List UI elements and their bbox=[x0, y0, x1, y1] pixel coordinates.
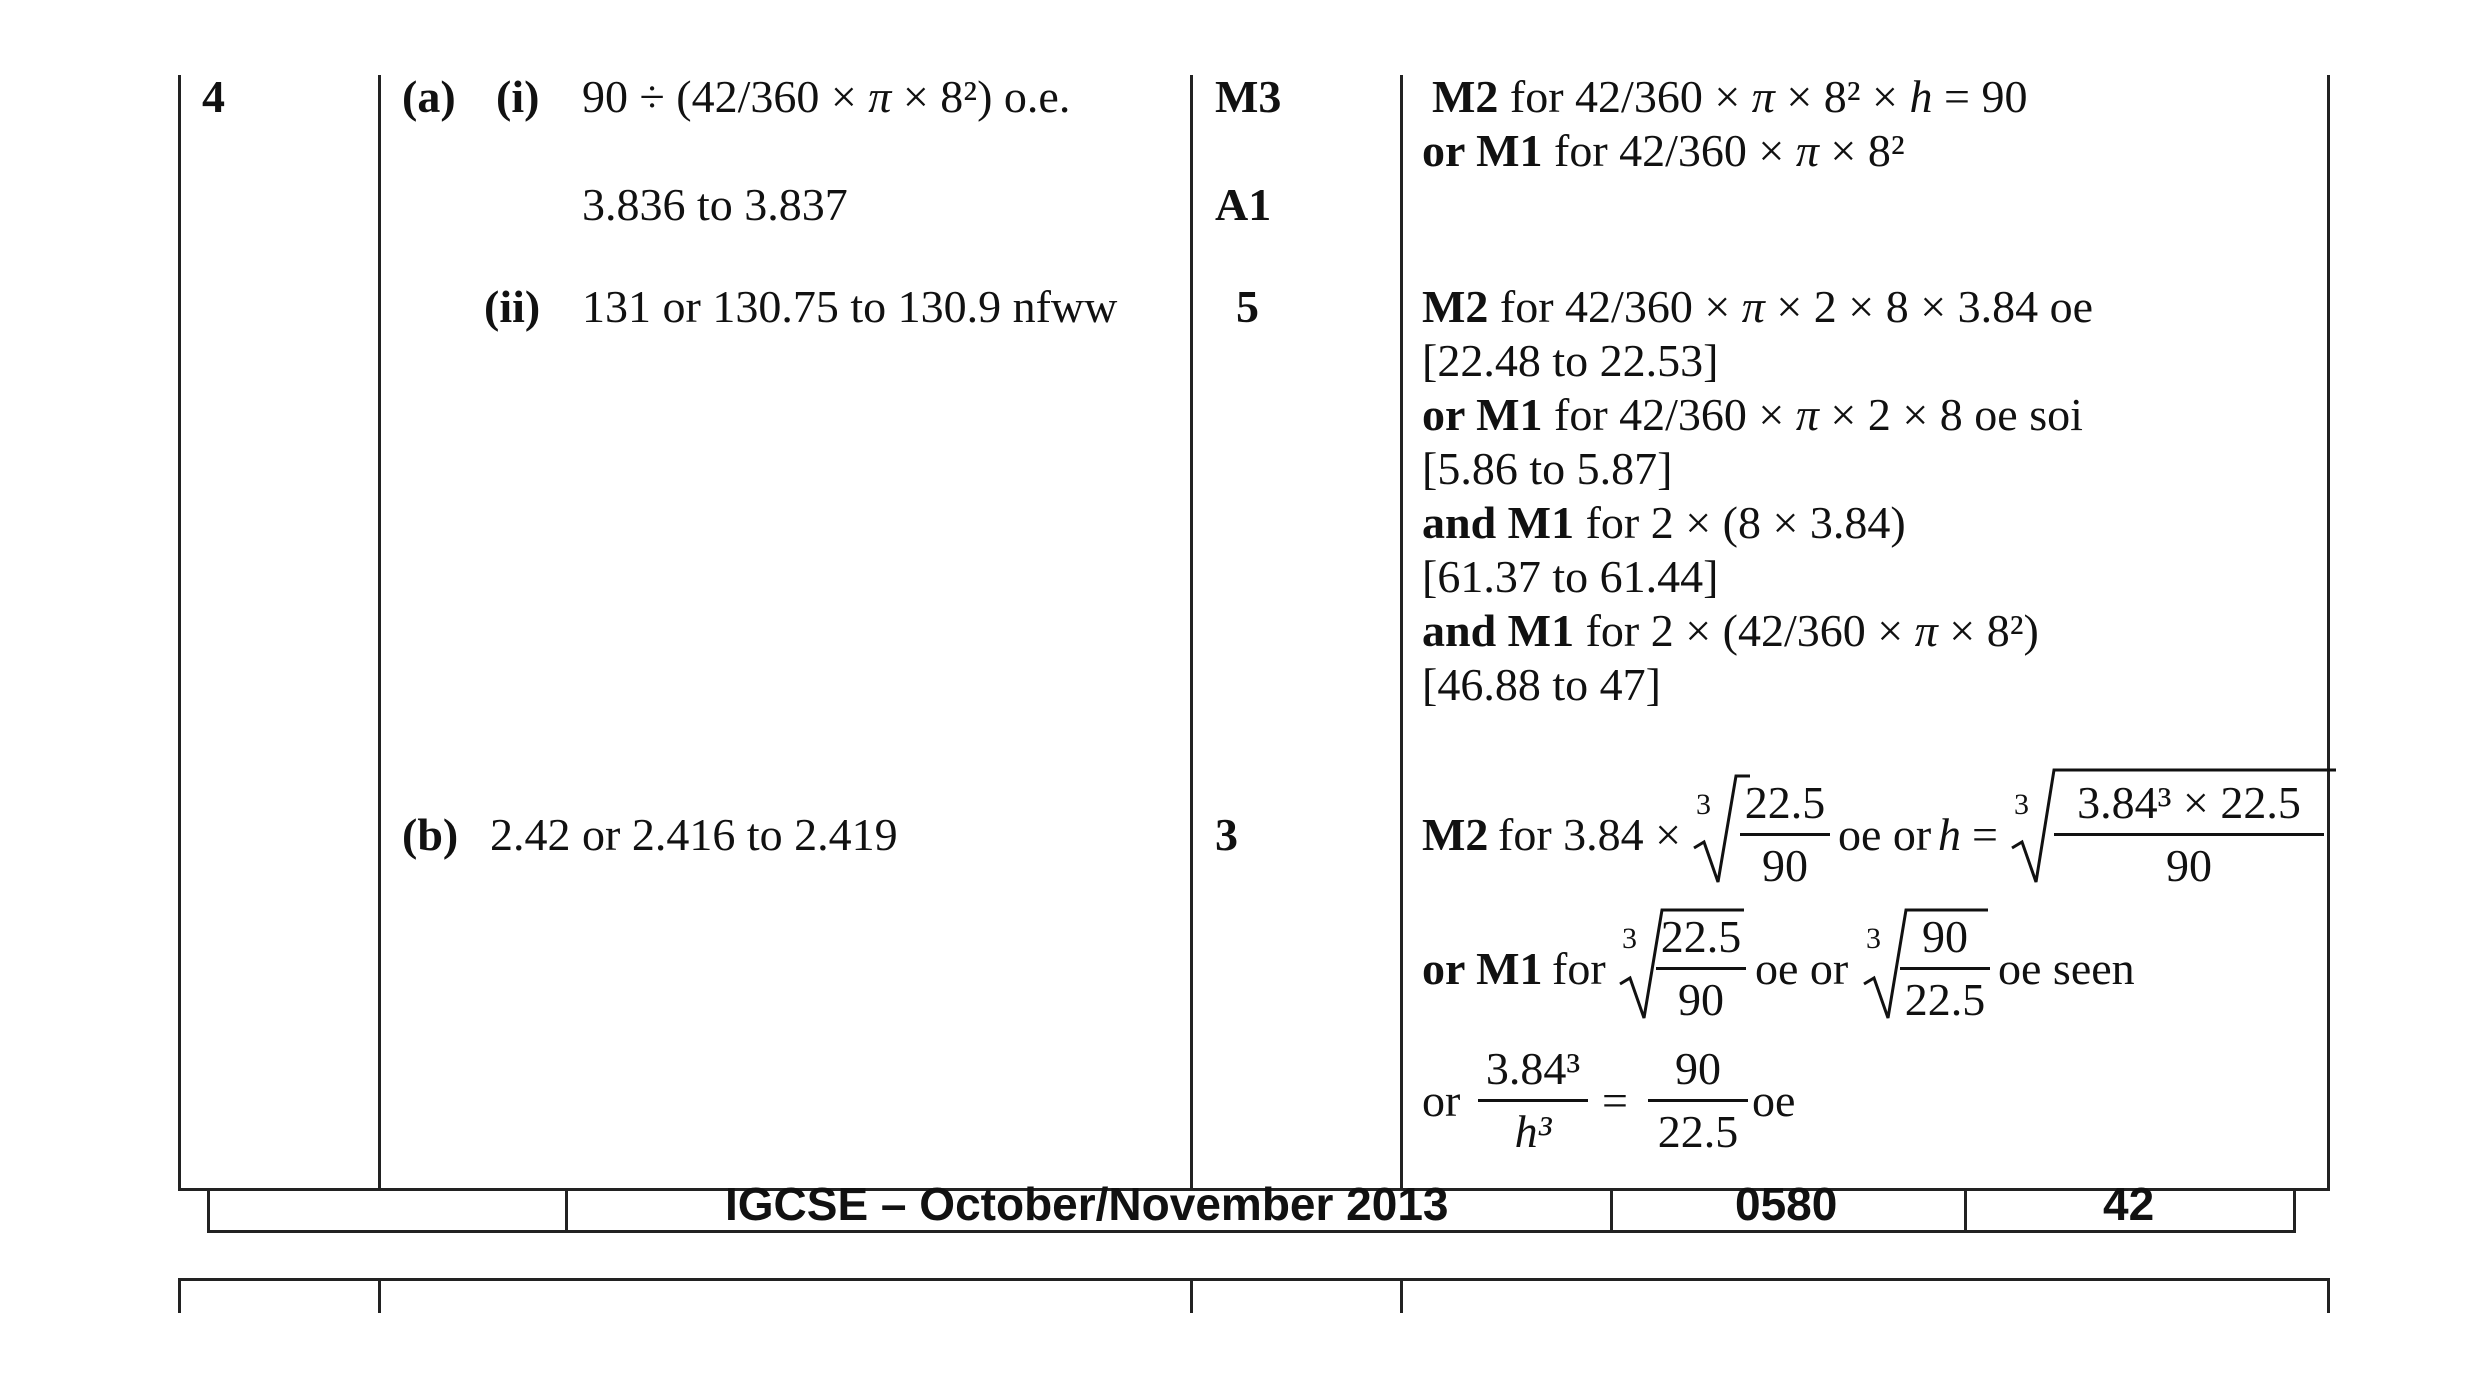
frac-denominator: 90 bbox=[1678, 974, 1724, 1025]
frac-denominator: 90 bbox=[1762, 840, 1808, 891]
part-b-g1-lead-bold: M2 bbox=[1422, 809, 1489, 860]
part-a-label: (a) bbox=[402, 71, 456, 122]
frac-numerator: 90 bbox=[1675, 1043, 1721, 1094]
header-div3 bbox=[1964, 1188, 1967, 1233]
header-exam: IGCSE – October/November 2013 bbox=[725, 1178, 1449, 1230]
next-table-col1 bbox=[178, 1278, 181, 1313]
header-div1 bbox=[565, 1188, 568, 1233]
part-a-ii-guidance-4: [5.86 to 5.87] bbox=[1422, 443, 1673, 494]
root-index: 3 bbox=[1696, 788, 1711, 821]
frac-numerator: 3.84³ × 22.5 bbox=[2077, 777, 2301, 828]
header-syllabus: 0580 bbox=[1735, 1178, 1838, 1230]
part-b-g1-h: h bbox=[1938, 809, 1961, 860]
part-b-answer: 2.42 or 2.416 to 2.419 bbox=[490, 809, 898, 860]
part-b-g2-lead: for bbox=[1552, 943, 1606, 994]
part-a-ii-guidance-6: [61.37 to 61.44] bbox=[1422, 551, 1719, 602]
frac-denominator: 22.5 bbox=[1904, 974, 1986, 1025]
part-a-ii-answer: 131 or 130.75 to 130.9 nfww bbox=[582, 281, 1118, 332]
part-a-ii-label: (ii) bbox=[484, 281, 541, 332]
part-b-g1-fraction1 bbox=[1740, 776, 1830, 893]
frac-denominator: h³ bbox=[1514, 1106, 1552, 1157]
header-div2 bbox=[1610, 1188, 1613, 1233]
part-b-g2-fraction1 bbox=[1656, 910, 1746, 1027]
root-index: 3 bbox=[2014, 788, 2029, 821]
part-a-i-mark-a1: A1 bbox=[1215, 179, 1272, 230]
root-index: 3 bbox=[1622, 922, 1637, 955]
part-b-label: (b) bbox=[402, 809, 459, 860]
part-b-g2-fraction2 bbox=[1900, 910, 1990, 1027]
next-table-col5 bbox=[2327, 1278, 2330, 1313]
next-table-col3 bbox=[1190, 1278, 1193, 1313]
part-a-i-answer-line2: 3.836 to 3.837 bbox=[582, 179, 848, 230]
part-a-ii-mark: 5 bbox=[1236, 281, 1259, 332]
part-b-g1-fraction2 bbox=[2054, 776, 2324, 893]
part-a-i-label: (i) bbox=[496, 71, 540, 122]
header-left bbox=[207, 1188, 210, 1233]
part-b-g3-eq: = bbox=[1602, 1075, 1628, 1126]
root-index: 3 bbox=[1866, 922, 1881, 955]
table-divider-marks bbox=[1400, 75, 1403, 1190]
part-b-mark: 3 bbox=[1215, 809, 1238, 860]
part-b-g2-mid: oe or bbox=[1755, 943, 1849, 994]
frac-denominator: 22.5 bbox=[1657, 1106, 1739, 1157]
part-b-g2-tail: oe seen bbox=[1998, 943, 2135, 994]
header-right bbox=[2293, 1188, 2296, 1233]
part-b-g3-fraction1 bbox=[1478, 1042, 1588, 1159]
frac-numerator: 22.5 bbox=[1744, 777, 1826, 828]
part-a-ii-guidance-1: M2 for 42/360 × π × 2 × 8 × 3.84 oe bbox=[1422, 281, 2094, 332]
part-b-g2-lead-bold: or M1 bbox=[1422, 943, 1543, 994]
part-b-g1-eq: = bbox=[1972, 809, 1998, 860]
frac-numerator: 3.84³ bbox=[1485, 1043, 1581, 1094]
part-a-ii-guidance-5: and M1 for 2 × (8 × 3.84) bbox=[1422, 497, 1906, 548]
next-table-top bbox=[178, 1278, 2330, 1281]
header-paper: 42 bbox=[2103, 1178, 2155, 1230]
question-number: 4 bbox=[202, 71, 225, 122]
part-b-g3-lead: or bbox=[1422, 1075, 1461, 1126]
frac-numerator: 22.5 bbox=[1660, 911, 1742, 962]
part-b-g3-fraction2 bbox=[1648, 1042, 1748, 1159]
part-a-i-guidance-line1: M2 for 42/360 × π × 8² × h = 90 bbox=[1432, 71, 2028, 122]
part-a-ii-guidance-3: or M1 for 42/360 × π × 2 × 8 oe soi bbox=[1422, 389, 2083, 440]
table-divider-qnum bbox=[378, 75, 381, 1190]
part-a-ii-guidance-8: [46.88 to 47] bbox=[1422, 659, 1661, 710]
frac-numerator: 90 bbox=[1922, 911, 1968, 962]
part-b-g1-lead: for 3.84 × bbox=[1498, 809, 1682, 860]
part-b-g3-tail: oe bbox=[1752, 1075, 1796, 1126]
table-border-right bbox=[2327, 75, 2330, 1190]
table-border-left bbox=[178, 75, 181, 1190]
table-divider-answer bbox=[1190, 75, 1193, 1190]
part-a-i-guidance-line2: or M1 for 42/360 × π × 8² bbox=[1422, 125, 1905, 176]
part-a-i-mark-m3: M3 bbox=[1215, 71, 1282, 122]
part-b-g1-mid: oe or bbox=[1838, 809, 1932, 860]
next-table-col2 bbox=[378, 1278, 381, 1313]
part-a-ii-guidance-2: [22.48 to 22.53] bbox=[1422, 335, 1719, 386]
header-bottom bbox=[207, 1230, 2296, 1233]
frac-denominator: 90 bbox=[2166, 840, 2212, 891]
part-a-i-answer-line1: 90 ÷ (42/360 × π × 8²) o.e. bbox=[582, 71, 1071, 122]
part-a-ii-guidance-7: and M1 for 2 × (42/360 × π × 8²) bbox=[1422, 605, 2039, 656]
next-table-col4 bbox=[1400, 1278, 1403, 1313]
